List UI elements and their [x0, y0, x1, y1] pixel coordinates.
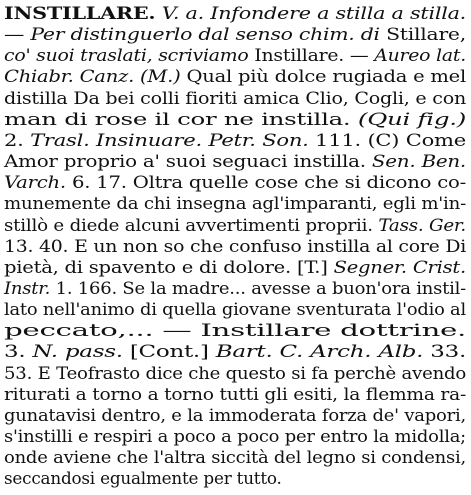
text-run: gunatavisi dentro, e la immoderata forza de' vapori, — [4, 404, 467, 425]
text-run: Amor proprio a' suoi seguaci instilla. — [4, 151, 372, 172]
text-line — [4, 45, 466, 66]
text-line — [4, 130, 466, 151]
text-line — [4, 236, 466, 257]
text-run: N. pass. — [32, 341, 123, 362]
text-run: s'instilli e respiri a poco a poco per entro la midolla; — [4, 426, 466, 446]
text-run: 1. 166. Se la madre... avesse a buon'ora instil- — [50, 277, 467, 298]
text-line — [4, 405, 466, 426]
text-run: seccandosi egualmente per tutto. — [4, 468, 282, 489]
text-run: 53. E Teofrasto dice che questo si fa perchè avendo — [4, 362, 467, 383]
text-run: INSTILLARE. — [4, 3, 156, 23]
text-run: Segner. Crist. — [333, 256, 466, 277]
text-run: Aureo lat. — [374, 45, 466, 66]
text-run: Qual più dolce rugiada e mel — [180, 66, 466, 87]
text-line — [4, 278, 466, 299]
text-line — [4, 447, 466, 468]
text-run: Instillare. — — [248, 45, 375, 66]
text-run: distilla Da bei colli fioriti amica Clio, Cogli, e con — [4, 87, 467, 108]
text-run: Tass. Ger. — [378, 214, 466, 235]
text-line — [4, 3, 466, 24]
text-line — [4, 426, 466, 447]
text-run: Trasl. Insinuare. Petr. Son. — [30, 129, 309, 150]
text-line — [4, 363, 466, 384]
text-line — [4, 193, 466, 214]
text-line — [4, 66, 466, 87]
text-run: Sen. Ben. — [371, 151, 466, 172]
text-run: — — [4, 24, 31, 45]
text-run: man di rose il cor ne instilla. — [4, 108, 358, 129]
text-line — [4, 24, 466, 45]
text-run: Stillare, — [379, 24, 466, 45]
text-run: munemente da chi insegna agl'imparanti, egli m'in- — [4, 193, 466, 214]
text-run: 33. — [423, 341, 467, 362]
text-run: pietà, di spavento e di dolore. [T.] — [4, 256, 334, 277]
text-run: Bart. C. Arch. Alb. — [215, 341, 424, 362]
text-line — [4, 172, 466, 193]
text-run: co' suoi traslati, scriviamo — [4, 45, 249, 66]
text-line — [4, 320, 466, 341]
text-run: 13. 40. E un non so che confuso instilla al core Di — [4, 235, 467, 256]
text-run: V. a. Infondere a stilla a stilla. — [161, 3, 467, 23]
text-run: (Qui fig.) — [357, 108, 466, 129]
text-run: [Cont.] — [122, 341, 216, 362]
text-line — [4, 299, 466, 320]
text-line — [4, 215, 466, 236]
text-run: stillò e diede alcuni avvertimenti proprii. — [4, 214, 379, 235]
text-line — [4, 384, 466, 405]
text-run: lato nell'animo di quella giovane sventurata l'odio al — [4, 299, 466, 320]
text-run: onde aviene che l'altra siccità del legno si condensi, — [4, 447, 466, 468]
text-run: 2. — [4, 129, 31, 150]
text-run: Varch. — [4, 172, 66, 193]
text-run: 111. (C) Come — [308, 129, 467, 150]
text-run: 3. — [4, 341, 33, 362]
text-run: 6. 17. Oltra quelle cose che si dicono co- — [65, 172, 466, 193]
text-run: Instr. — [4, 277, 51, 298]
text-line — [4, 88, 466, 109]
text-line — [4, 151, 466, 172]
text-line — [4, 341, 466, 362]
text-run: peccato,... — Instillare dottrine. — [4, 320, 466, 341]
text-run: riturati a torno a torno tutti gli esiti, la flemma ra- — [4, 383, 467, 404]
text-run: Per distinguerlo dal senso chim. di — [30, 24, 380, 45]
text-line — [4, 257, 466, 278]
text-run: Chiabr. Canz. (M.) — [4, 66, 181, 87]
text-line — [4, 468, 282, 489]
text-line — [4, 109, 466, 130]
